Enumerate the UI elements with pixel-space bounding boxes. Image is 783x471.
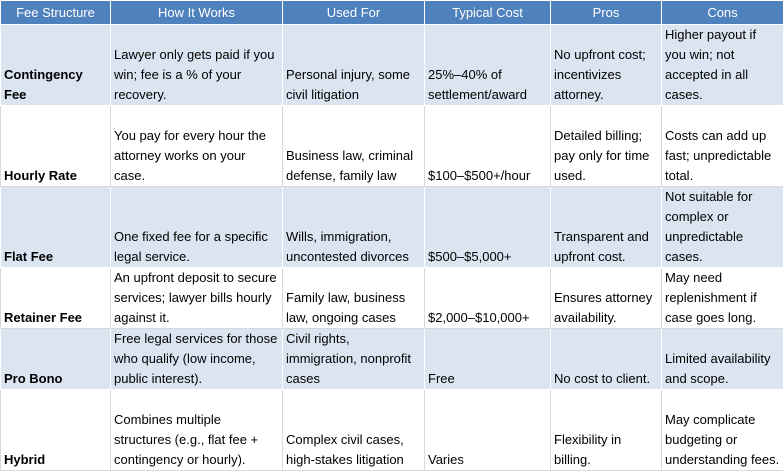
how-it-works-cell: An upfront deposit to secure services; lawyer bills hourly against it. [111,268,283,329]
pros-cell: Flexibility in billing. [551,390,662,471]
table-row [1,187,783,268]
how-it-works-cell: One fixed fee for a specific legal service. [111,187,283,268]
typical-cost-cell: Varies [425,390,551,471]
header-cons: Cons [662,1,783,25]
used-for-cell: Personal injury, some civil litigation [283,25,425,106]
how-it-works-cell: You pay for every hour the attorney works on your case. [111,106,283,187]
fee-structure-cell: Pro Bono [1,329,111,390]
pros-cell: Detailed billing; pay only for time used. [551,106,662,187]
cons-cell: Not suitable for complex or unpredictable cases. [662,187,783,268]
used-for-cell: Family law, business law, ongoing cases [283,268,425,329]
used-for-cell: Business law, criminal defense, family law [283,106,425,187]
pros-cell: Transparent and upfront cost. [551,187,662,268]
how-it-works-cell: Combines multiple structures (e.g., flat fee + contingency or hourly). [111,390,283,471]
pros-cell: No cost to client. [551,329,662,390]
pros-cell: No upfront cost; incentivizes attorney. [551,25,662,106]
cons-cell: Higher payout if you win; not accepted in all cases. [662,25,783,106]
cons-cell: Costs can add up fast; unpredictable total. [662,106,783,187]
typical-cost-cell: $100–$500+/hour [425,106,551,187]
pros-cell: Ensures attorney availability. [551,268,662,329]
table-row [1,268,783,329]
table-row [1,106,783,187]
used-for-cell: Wills, immigration, uncontested divorces [283,187,425,268]
used-for-cell: Civil rights, immigration, nonprofit cases [283,329,425,390]
header-how-it-works: How It Works [111,1,283,25]
typical-cost-cell: $2,000–$10,000+ [425,268,551,329]
table-row [1,329,783,390]
fee-structure-cell: Hybrid [1,390,111,471]
cons-cell: May complicate budgeting or understanding fees. [662,390,783,471]
fee-structure-cell: Retainer Fee [1,268,111,329]
used-for-cell: Complex civil cases, high-stakes litigation [283,390,425,471]
header-used-for: Used For [283,1,425,25]
header-row [1,1,783,25]
fee-structure-cell: Flat Fee [1,187,111,268]
table-row [1,390,783,471]
table-row [1,25,783,106]
cons-cell: May need replenishment if case goes long. [662,268,783,329]
typical-cost-cell: Free [425,329,551,390]
fee-structure-cell: Hourly Rate [1,106,111,187]
header-fee-structure: Fee Structure [1,1,111,25]
how-it-works-cell: Free legal services for those who qualify (low income, public interest). [111,329,283,390]
how-it-works-cell: Lawyer only gets paid if you win; fee is a % of your recovery. [111,25,283,106]
header-typical-cost: Typical Cost [425,1,551,25]
typical-cost-cell: $500–$5,000+ [425,187,551,268]
fee-structure-cell: Contingency Fee [1,25,111,106]
typical-cost-cell: 25%–40% of settlement/award [425,25,551,106]
cons-cell: Limited availability and scope. [662,329,783,390]
header-pros: Pros [551,1,662,25]
